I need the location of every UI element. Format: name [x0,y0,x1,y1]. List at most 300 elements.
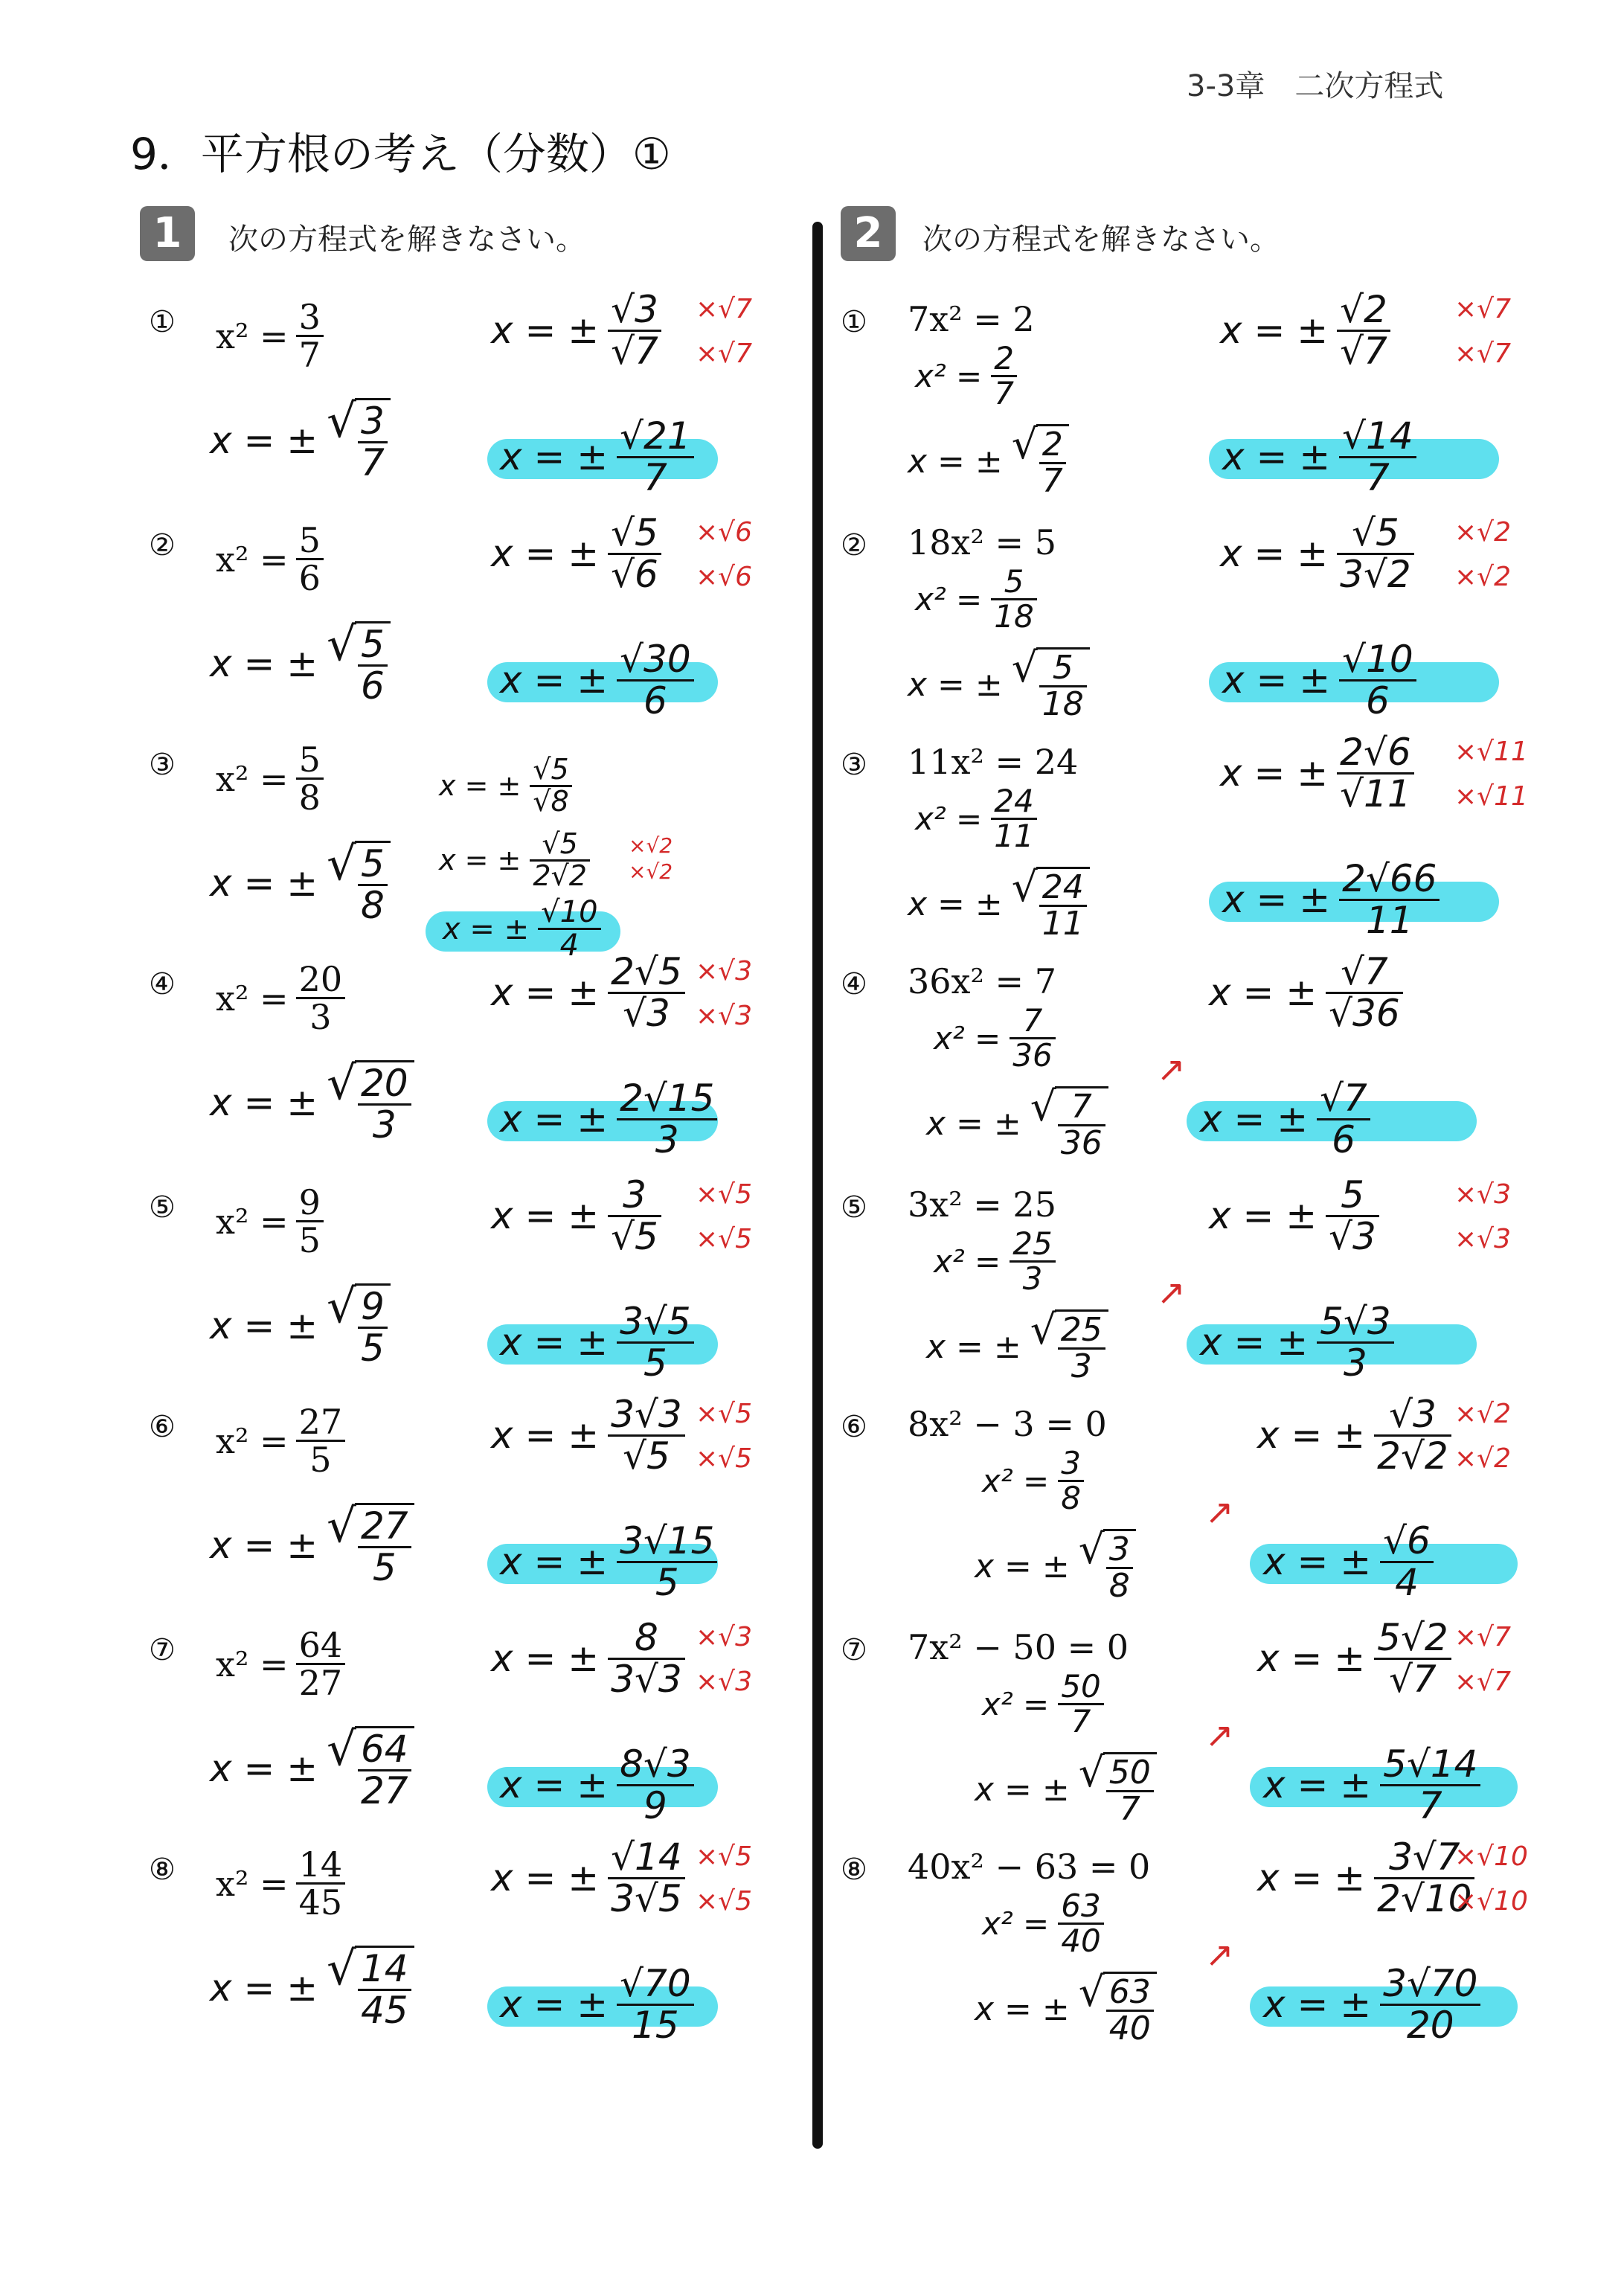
final-answer [1222,414,1416,499]
x-equals-pm: x = ± [210,641,318,685]
radicand-fraction [358,1949,411,2030]
numerator: √10 [1342,638,1413,681]
arrow-icon: ↗ [1205,1492,1234,1532]
multiply-note: ×√2 [629,833,673,858]
answer-fraction [1317,1300,1393,1385]
step-fraction [1337,513,1413,594]
chapter-label: 3-3章 二次方程式 [1187,69,1444,103]
problem-number: ② [149,528,176,562]
radical-sign: √ [1078,1525,1105,1573]
denominator: 4 [1395,1560,1419,1604]
equation-lhs: x² = [216,1644,289,1684]
x-equals-pm: x = ± [210,1080,318,1124]
radical-sign: √ [1078,1748,1105,1796]
equation-fraction [296,961,346,1036]
isolate-step [934,1225,1056,1298]
x2-equals: x² = [982,1905,1050,1943]
multiply-note: ×√7 [1454,339,1512,369]
multiply-note: ×√3 [696,1667,753,1697]
sqrt-fraction [327,1279,391,1370]
radicand-fraction [358,1285,388,1370]
denominator: 5 [655,1560,679,1604]
denominator: 3 [1344,1341,1367,1385]
denominator: 8 [361,883,385,927]
denominator: 3√2 [1340,552,1411,596]
equation-lhs: x² = [216,539,289,580]
multiply-note: ×√2 [1454,1443,1512,1474]
problem-number: ⑤ [841,1190,867,1225]
answer-fraction [1317,1079,1370,1159]
step-fraction [1374,1618,1451,1699]
denominator: 2√10 [1377,1876,1472,1920]
arrow-icon: ↗ [1205,1715,1234,1755]
numerator: 24 [994,783,1034,819]
problem-number: ④ [841,967,867,1001]
denominator: 7 [1418,1783,1442,1827]
radicand-fraction [1106,1975,1154,2046]
sqrt-fraction [327,617,391,708]
equation-text: 36x² = 7 [908,961,1056,1001]
denominator: 4 [559,929,580,963]
problem-equation [908,299,1035,339]
numerator: 2 [994,340,1014,376]
x-equals-pm: x = ± [500,1097,609,1141]
x-equals-pm: x = ± [500,435,609,478]
root-step [975,1968,1157,2048]
equation-lhs: x² = [216,978,289,1019]
problem-number: ② [841,528,867,562]
equation-text: 8x² − 3 = 0 [908,1404,1107,1444]
problem-equation [908,1404,1107,1444]
final-answer [500,1300,694,1385]
problem-equation [908,1184,1056,1225]
numerator: √14 [1342,414,1413,458]
final-answer [500,1079,717,1159]
section-1-badge: 1 [140,206,195,261]
numerator: 20 [361,1062,408,1105]
multiply-note: ×√6 [696,562,753,592]
radicand-fraction [358,402,388,482]
x-equals-pm: x = ± [975,1547,1070,1585]
numerator: 5 [361,623,385,666]
sqrt-fraction [327,1498,414,1589]
numerator: 64 [298,1625,343,1665]
radicand [355,1946,414,2030]
radicand-fraction [1106,1530,1133,1606]
radical-sign: √ [327,1498,356,1553]
multiply-note: ×√6 [696,517,753,548]
numerator: √3 [1389,1393,1437,1436]
numerator: √5 [1352,511,1399,554]
problem-equation [216,1402,345,1481]
rationalize-step [1220,513,1414,594]
denominator: 5 [372,1545,397,1589]
denominator: 40 [1108,2010,1151,2048]
equation-fraction [296,522,324,597]
denominator: √5 [611,1214,658,1258]
sqrt-fraction [1011,420,1069,501]
numerator: 3√7 [1389,1835,1460,1879]
sqrt-fraction [1078,1748,1157,1829]
x-equals-pm: x = ± [1257,1414,1366,1457]
equation-text: 3x² = 25 [908,1184,1056,1225]
answer-fraction [538,897,600,961]
denominator: √5 [623,1434,670,1478]
numerator: √5 [533,753,569,786]
denominator: √36 [1329,991,1400,1035]
x-equals-pm: x = ± [491,1856,600,1899]
x-equals-pm: x = ± [500,1540,609,1583]
numerator: 7 [1022,1002,1043,1039]
x-equals-pm: x = ± [210,1966,318,2010]
radicand [1055,1086,1108,1161]
numerator: 50 [1061,1668,1101,1705]
root-step [975,1525,1136,1606]
problem-equation [216,1844,345,1923]
radical-sign: √ [1030,1083,1056,1130]
radicand-fraction [1039,870,1087,941]
rationalize-step [1257,1618,1451,1699]
denominator: 45 [361,1988,408,2032]
x2-equals: x² = [934,1020,1001,1057]
denominator: 7 [994,375,1014,412]
radical-sign: √ [327,617,356,671]
problem-number: ⑤ [149,1190,176,1225]
numerator: 5 [1052,649,1073,687]
radical-sign: √ [327,1279,356,1333]
problem-equation [216,742,324,816]
numerator: 64 [361,1728,408,1771]
root-step [908,420,1069,501]
answer-fraction [617,1079,717,1159]
root-step [926,1083,1108,1163]
radicand [1036,867,1090,941]
numerator: 5 [298,520,321,560]
final-answer [1263,1521,1434,1602]
denominator: 6 [298,558,321,599]
answer-fraction [1380,1964,1480,2045]
x-equals-pm: x = ± [908,442,1003,481]
denominator: 3 [1022,1260,1043,1298]
denominator: 5 [309,1440,332,1481]
multiply-note: ×√2 [629,859,673,884]
problem-number: ⑦ [841,1633,867,1667]
x-equals-pm: x = ± [210,1746,318,1790]
denominator: √11 [1340,772,1411,815]
answer-fraction [617,640,693,720]
step-fraction [608,1835,684,1920]
rationalize-step [1209,952,1403,1033]
radicand-fraction [1058,1090,1105,1161]
equation-fraction [296,1844,346,1923]
radicand-fraction [358,1062,411,1147]
multiply-note: ×√5 [696,1443,753,1474]
numerator: 3 [1061,1445,1081,1481]
numerator: 2√15 [620,1077,715,1120]
x-equals-pm: x = ± [1222,878,1331,921]
radical-sign: √ [327,836,356,891]
root-step [210,1498,414,1589]
problem-equation [216,1627,345,1702]
sqrt-fraction [1078,1525,1136,1606]
answer-fraction [617,1300,693,1385]
equation-text: 11x² = 24 [908,742,1079,782]
radicand-fraction [358,844,388,925]
radical-sign: √ [327,1941,356,1995]
multiply-note: ×√3 [1454,1224,1512,1254]
denominator: 3√5 [611,1876,682,1920]
numerator: √5 [542,827,578,860]
radicand [355,1283,391,1370]
numerator: 5 [361,842,385,885]
denominator: 5 [643,1341,667,1385]
denominator: 27 [298,1663,343,1704]
numerator: 3 [623,1173,646,1216]
sqrt-fraction [327,1941,414,2032]
numerator: 14 [361,1947,408,1990]
isolate-step [982,1670,1104,1738]
isolate-fraction [1058,1670,1103,1738]
radicand [355,1060,414,1147]
numerator: √2 [1340,288,1387,331]
column-divider [812,222,823,2149]
radical-sign: √ [1011,644,1038,691]
denominator: 7 [298,335,321,376]
x-equals-pm: x = ± [1263,1983,1372,2026]
isolate-step [934,1004,1056,1072]
numerator: 3√70 [1383,1962,1478,2005]
numerator: 7 [1071,1088,1092,1126]
rationalize-step [1209,1173,1379,1258]
denominator: 7 [1366,455,1390,499]
x-equals-pm: x = ± [491,1194,600,1237]
equation-fraction [296,742,324,816]
x-equals-pm: x = ± [908,885,1003,923]
isolate-step [982,1888,1104,1960]
equation-text: 18x² = 5 [908,522,1056,562]
multiply-note: ×√7 [696,339,753,369]
final-answer [1222,859,1440,940]
denominator: 20 [1407,2003,1454,2047]
denominator: 7 [643,455,667,499]
multiply-note: ×√5 [696,1224,753,1254]
numerator: √30 [620,638,691,681]
multiply-note: ×√7 [1454,294,1512,324]
radical-sign: √ [327,1722,356,1776]
step-fraction [530,755,571,817]
answer-fraction [617,414,693,499]
isolate-step [915,342,1017,410]
step-fraction [608,1618,684,1699]
denominator: 8 [1061,1480,1081,1517]
x-equals-pm: x = ± [975,1989,1070,2028]
sqrt-fraction [327,394,391,484]
numerator: 2 [1042,426,1063,464]
isolate-step [915,785,1037,853]
radical-sign: √ [1011,863,1038,911]
rationalize-step [491,1835,685,1920]
denominator: √7 [611,329,658,373]
step-fraction [608,290,661,371]
radicand [355,621,391,708]
arrow-icon: ↗ [1157,1272,1186,1312]
x-equals-pm: x = ± [975,1770,1070,1809]
x-equals-pm: x = ± [1257,1856,1366,1899]
page-title: 9．平方根の考え（分数）① [130,129,671,179]
problem-number: ⑥ [841,1410,867,1444]
numerator: 20 [298,959,343,999]
equation-fraction [296,1627,346,1702]
isolate-fraction [1010,1225,1055,1298]
x-equals-pm: x = ± [439,769,521,803]
x-equals-pm: x = ± [1263,1763,1372,1806]
x-equals-pm: x = ± [1222,435,1331,478]
denominator: 5 [298,1220,321,1261]
denominator: 18 [1042,685,1084,724]
numerator: 2√66 [1342,857,1437,900]
problem-number: ① [841,305,867,339]
denominator: 11 [994,818,1034,855]
radicand-fraction [1039,426,1066,501]
sqrt-fraction [1011,863,1090,943]
arrow-icon: ↗ [1205,1934,1234,1975]
numerator: √10 [541,895,598,929]
problem-equation [908,961,1056,1001]
denominator: 6 [643,679,667,722]
numerator: √6 [1383,1519,1431,1562]
isolate-step [915,565,1037,633]
radical-sign: √ [1011,420,1038,468]
x2-equals: x² = [915,801,983,838]
step-fraction [608,952,684,1033]
final-answer [500,640,694,720]
x-equals-pm: x = ± [1220,751,1329,795]
multiply-note: ×√10 [1454,1886,1528,1917]
numerator: √3 [611,288,658,331]
numerator: 3√3 [611,1393,682,1436]
numerator: 3 [361,400,385,443]
sqrt-fraction [1030,1083,1108,1163]
isolate-fraction [1010,1004,1055,1072]
radicand-fraction [1058,1313,1105,1384]
problem-equation [908,1847,1150,1887]
isolate-step [982,1447,1084,1515]
answer-fraction [617,1742,693,1827]
multiply-note: ×√2 [1454,517,1512,548]
x-equals-pm: x = ± [491,309,600,352]
problem-number: ⑧ [149,1853,176,1887]
numerator: 2√5 [611,950,682,993]
problem-number: ③ [149,748,176,782]
numerator: 3√15 [620,1519,715,1562]
x-equals-pm: x = ± [500,1321,609,1364]
root-step [210,617,391,708]
rationalize-step [1257,1835,1474,1920]
numerator: 25 [1012,1225,1053,1262]
root-step [926,1306,1108,1386]
rationalize-step [491,513,661,594]
numerator: 63 [1061,1888,1101,1924]
multiply-note: ×√10 [1454,1841,1528,1872]
radicand [355,841,391,925]
x-equals-pm: x = ± [210,1523,318,1567]
x-equals-pm: x = ± [1220,309,1329,352]
x-equals-pm: x = ± [491,971,600,1014]
denominator: 36 [1060,1124,1103,1163]
numerator: 5√14 [1383,1742,1478,1786]
numerator: 8√3 [620,1742,691,1786]
denominator: √3 [623,991,670,1035]
denominator: 40 [1061,1923,1101,1960]
x-equals-pm: x = ± [1220,532,1329,575]
x-equals-pm: x = ± [1263,1540,1372,1583]
denominator: 8 [1108,1567,1130,1606]
numerator: 2√6 [1340,731,1411,774]
x-equals-pm: x = ± [1209,1194,1318,1237]
equation-fraction [296,1402,346,1481]
problem-number: ⑧ [841,1853,867,1887]
step-fraction [530,827,590,892]
step-fraction [1374,1393,1451,1478]
radical-sign: √ [327,394,356,448]
equation-text: 7x² = 2 [908,299,1035,339]
final-answer [500,414,694,499]
rationalize-step [491,1393,685,1478]
equation-fraction [296,1184,324,1259]
problem-number: ⑦ [149,1633,176,1667]
denominator: 3 [655,1117,679,1161]
section-1-instruction: 次の方程式を解きなさい。 [228,222,585,257]
x-equals-pm: x = ± [491,1637,600,1680]
radicand-fraction [1106,1756,1154,1827]
problem-equation [908,522,1056,562]
final-answer [1263,1742,1480,1827]
radicand [1103,1752,1157,1827]
rationalize-step [1220,290,1390,371]
x-equals-pm: x = ± [1209,971,1318,1014]
isolate-fraction [991,342,1017,410]
radicand-fraction [358,1504,411,1589]
denominator: 3 [1071,1347,1092,1386]
rationalize-step [1257,1393,1451,1478]
radicand-fraction [358,623,388,708]
sqrt-fraction [327,1056,414,1147]
denominator: 18 [994,598,1034,635]
radicand [1036,647,1090,722]
radical-sign: √ [327,1056,356,1110]
multiply-note: ×√7 [696,294,753,324]
rationalize-step [491,1618,685,1699]
multiply-note: ×√11 [1454,737,1528,767]
multiply-note: ×√7 [1454,1622,1512,1652]
multiply-note: ×√5 [696,1841,753,1872]
step-fraction [1337,733,1413,813]
final-answer [1222,640,1416,720]
radicand [355,1503,414,1587]
radicand [1036,424,1069,501]
problem-number: ④ [149,967,176,1001]
sqrt-fraction [327,836,391,927]
problem-equation [216,961,345,1036]
numerator: 5 [1004,563,1024,600]
denominator: 36 [1012,1037,1053,1074]
sqrt-fraction [1030,1306,1108,1386]
final-answer [1200,1300,1394,1385]
numerator: √5 [611,511,658,554]
problem-equation [908,742,1078,782]
arrow-icon: ↗ [1157,1049,1186,1089]
denominator: 11 [1366,898,1413,942]
